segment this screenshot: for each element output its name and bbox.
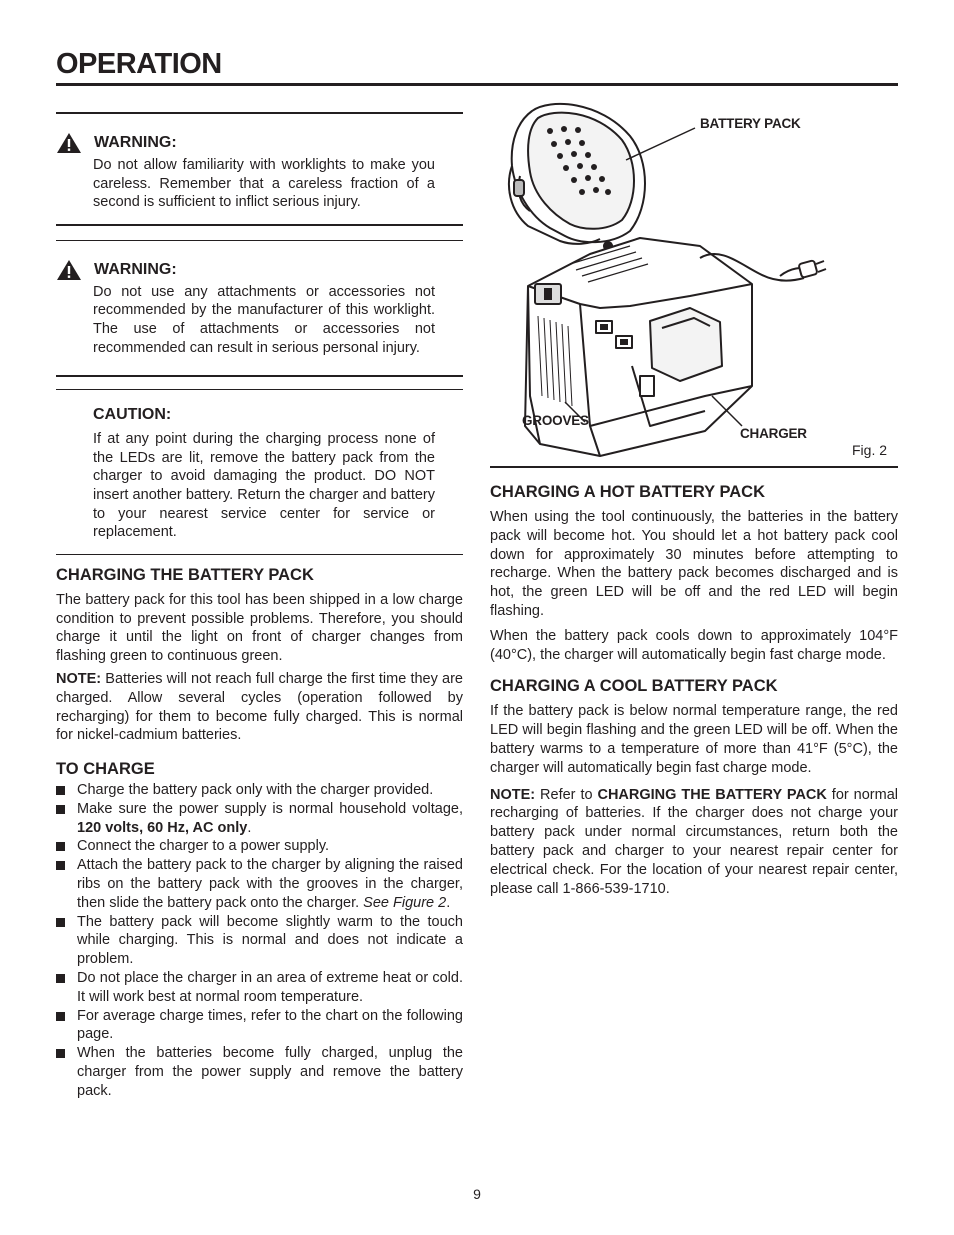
warning-triangle-icon xyxy=(56,132,82,154)
list-item: When the batteries become fully charged, unplug the charger from the power supply and remove the battery pack. xyxy=(56,1044,463,1100)
warning-label: WARNING: xyxy=(94,260,177,278)
list-item: The battery pack will become slightly warm to the touch while charging. This is normal and does not indicate a problem. xyxy=(56,913,463,969)
list-item: For average charge times, refer to the chart on the following page. xyxy=(56,1007,463,1045)
cool-battery-note: NOTE: Refer to CHARGING THE BATTERY PACK for normal recharging of batteries. If the charger does not charge your battery pack under normal circumstances, return both the battery pack and charger to your nearest repair center for electrical check. For the location of your nearest repair center, please call 1-866-539-1710. xyxy=(490,786,898,897)
note-text: Batteries will not reach full charge the first time they are charged. Allow several cycles (operation followed by recharging) for them to become fully charged. This is normal for nickel-cadmium batteries. xyxy=(56,670,463,744)
note-label: NOTE: xyxy=(56,670,102,687)
grooves-label: GROOVES xyxy=(522,413,589,428)
warning-label: WARNING: xyxy=(94,134,177,151)
battery-pack-label: BATTERY PACK xyxy=(700,116,801,131)
battery-pack-drawing xyxy=(509,104,645,244)
list-item: Attach the battery pack to the charger by aligning the raised ribs on the battery pack with the grooves in the charger, then slide the battery pack onto the charger. See Figure 2. xyxy=(56,856,463,912)
list-item: Do not place the charger in an area of extreme heat or cold. It will work best at normal room temperature. xyxy=(56,969,463,1007)
charging-battery-paragraph: The battery pack for this tool has been shipped in a low charge condition to prevent possible problems. Therefore, you should charge it until the light on front of charger changes from flashing green to continuous green. xyxy=(56,591,463,665)
hot-battery-paragraph-2: When the battery pack cools down to approximately 104°F (40°C), the charger will automatically begin fast charge mode. xyxy=(490,627,898,663)
caution-box xyxy=(56,390,463,554)
left-column xyxy=(56,112,463,1101)
bullet-icon xyxy=(56,842,65,851)
hot-battery-heading: CHARGING A HOT BATTERY PACK xyxy=(490,483,765,501)
caution-label: CAUTION: xyxy=(93,406,172,424)
bullet-icon xyxy=(56,786,65,795)
warning-text: Do not use any attachments or accessories not recommended by the manufacturer of this worklight. The use of attachments or accessories not recommended can result in serious personal injury. xyxy=(93,283,435,356)
figure-2 xyxy=(490,96,898,466)
charging-battery-heading: CHARGING THE BATTERY PACK xyxy=(56,565,314,584)
bullet-icon xyxy=(56,805,65,814)
to-charge-heading: TO CHARGE xyxy=(56,760,155,779)
warning-text: Do not allow familiarity with worklights to make you careless. Remember that a careless fraction of a second is sufficient to inflict serious injury. xyxy=(93,157,435,211)
caution-text: If at any point during the charging process none of the LEDs are lit, remove the battery pack from the charger to avoid damaging the product. DO NOT insert another battery. Return the charger and battery to your nearest service center for service or replacement. xyxy=(93,431,435,541)
list-item: Connect the charger to a power supply. xyxy=(56,837,463,856)
warning-box-1 xyxy=(56,114,463,224)
battery-charger-illustration xyxy=(490,96,898,466)
cool-battery-heading: CHARGING A COOL BATTERY PACK xyxy=(490,677,778,696)
warning-box-2 xyxy=(56,241,463,369)
page-number: 9 xyxy=(473,1186,481,1202)
right-column xyxy=(490,96,898,902)
hot-battery-paragraph-1: When using the tool continuously, the batteries in the battery pack will become hot. You should let a hot battery pack cool down for approximately 30 minutes before attempting to recharge. When the battery pack becomes discharged and is hot, the green LED will be off and the red LED will begin flashing. xyxy=(490,509,898,619)
warning-heading xyxy=(56,259,435,281)
bullet-icon xyxy=(56,861,65,870)
to-charge-list xyxy=(56,781,463,1101)
page-title: OPERATION xyxy=(56,48,222,80)
bullet-icon xyxy=(56,918,65,927)
bullet-icon xyxy=(56,974,65,983)
title-rule xyxy=(56,83,898,86)
figure-caption: Fig. 2 xyxy=(852,442,888,458)
note-label: NOTE: xyxy=(490,786,536,803)
list-item: Charge the battery pack only with the charger provided. xyxy=(56,781,463,800)
warning-triangle-icon xyxy=(56,259,82,281)
charging-battery-note xyxy=(56,670,463,745)
charger-label: CHARGER xyxy=(740,426,807,441)
cool-battery-paragraph: If the battery pack is below normal temperature range, the red LED will begin flashing and the green LED will be off. When the battery warms to a temperature of more than 41°F (5°C), the charger will automatically begin fast charge mode. xyxy=(490,703,898,776)
bullet-icon xyxy=(56,1012,65,1021)
list-item: Make sure the power supply is normal household voltage, 120 volts, 60 Hz, AC only. xyxy=(56,800,463,838)
warning-heading xyxy=(56,132,435,154)
note-reference: CHARGING THE BATTERY PACK xyxy=(597,786,827,803)
bullet-icon xyxy=(56,1049,65,1058)
